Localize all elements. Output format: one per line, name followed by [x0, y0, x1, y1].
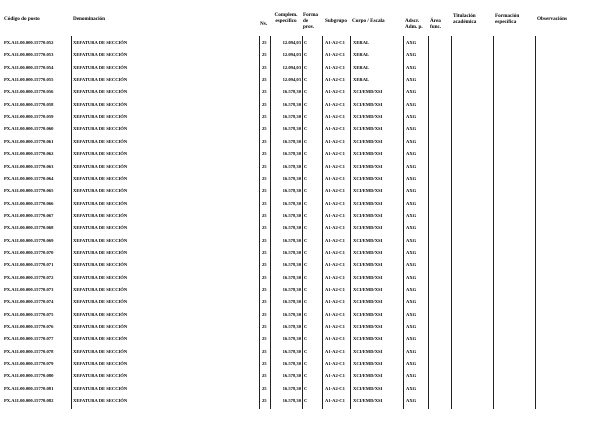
cell-complemento: 16.578,30: [282, 175, 301, 181]
cell-nivel: 25: [262, 212, 267, 218]
cell-codigo: PX.A11.00.000.15770.079: [4, 361, 54, 367]
cell-nivel: 25: [262, 299, 267, 305]
cell-nivel: 25: [262, 175, 267, 181]
cell-nivel: 25: [262, 262, 267, 268]
header-forma-line-3: prov.: [303, 23, 315, 30]
cell-forma: C: [304, 188, 308, 194]
cell-denominacion: XEFATURA DE SECCIÓN: [73, 89, 128, 95]
header-nivel: Nv.: [260, 21, 268, 27]
cell-denominacion: XEFATURA DE SECCIÓN: [73, 249, 128, 255]
cell-nivel: 25: [262, 398, 267, 404]
cell-subgrupo: A1-A2-C1: [325, 225, 345, 231]
cell-denominacion: XEFATURA DE SECCIÓN: [73, 138, 128, 144]
cell-complemento: 16.578,30: [282, 188, 301, 194]
cell-corpo: XERAL: [353, 64, 370, 70]
cell-subgrupo: A1-A2-C1: [325, 89, 345, 95]
cell-corpo: XCI/EMD/XSI: [353, 225, 383, 231]
cell-complemento: 16.578,30: [282, 138, 301, 144]
cell-corpo: XCI/EMD/XSI: [353, 262, 383, 268]
cell-subgrupo: A1-A2-C1: [325, 361, 345, 367]
cell-complemento: 12.094,03: [282, 52, 301, 58]
table-row: [0, 63, 614, 75]
cell-denominacion: XEFATURA DE SECCIÓN: [73, 126, 128, 132]
cell-forma: C: [304, 200, 308, 206]
cell-subgrupo: A1-A2-C1: [325, 287, 345, 292]
cell-forma: C: [304, 114, 308, 120]
cell-corpo: XERAL: [353, 40, 370, 45]
cell-forma: C: [304, 237, 308, 243]
cell-denominacion: XEFATURA DE SECCIÓN: [73, 64, 128, 70]
table-row: [0, 310, 614, 322]
cell-codigo: PX.A11.00.000.15770.066: [4, 200, 54, 206]
cell-adscr: AXG: [406, 299, 417, 305]
cell-subgrupo: A1-A2-C1: [325, 348, 345, 354]
cell-codigo: PX.A11.00.000.15770.061: [4, 138, 54, 144]
table-row: [0, 137, 614, 149]
cell-forma: C: [304, 64, 308, 70]
cell-complemento: 16.578,30: [282, 373, 301, 379]
cell-adscr: AXG: [406, 212, 417, 218]
cell-subgrupo: A1-A2-C1: [325, 373, 345, 379]
cell-complemento: 16.578,30: [282, 212, 301, 218]
cell-adscr: AXG: [406, 287, 417, 292]
cell-adscr: AXG: [406, 163, 417, 169]
cell-subgrupo: A1-A2-C1: [325, 126, 345, 132]
cell-codigo: PX.A11.00.000.15770.077: [4, 336, 54, 342]
cell-nivel: 25: [262, 287, 267, 292]
header-adscr-line-1: Adscr.: [405, 18, 420, 24]
cell-complemento: 16.578,30: [282, 398, 301, 404]
cell-adscr: AXG: [406, 274, 417, 280]
cell-denominacion: XEFATURA DE SECCIÓN: [73, 77, 128, 83]
cell-corpo: XCI/EMD/XSI: [353, 126, 383, 132]
cell-nivel: 25: [262, 138, 267, 144]
header-complemento-line-1: Complem.: [274, 12, 298, 18]
cell-nivel: 25: [262, 324, 267, 330]
cell-adscr: AXG: [406, 373, 417, 379]
cell-codigo: PX.A11.00.000.15770.060: [4, 126, 54, 132]
header-adscr-line-2: Adm. p.: [405, 23, 423, 30]
cell-denominacion: XEFATURA DE SECCIÓN: [73, 385, 128, 391]
cell-subgrupo: A1-A2-C1: [325, 200, 345, 206]
cell-corpo: XCI/EMD/XSI: [353, 336, 383, 342]
table-row: [0, 112, 614, 124]
cell-adscr: AXG: [406, 237, 417, 243]
cell-forma: C: [304, 311, 308, 317]
cell-codigo: PX.A11.00.000.15770.059: [4, 114, 54, 120]
cell-nivel: 25: [262, 225, 267, 231]
cell-subgrupo: A1-A2-C1: [325, 40, 345, 45]
cell-codigo: PX.A11.00.000.15770.052: [4, 40, 54, 45]
cell-corpo: XERAL: [353, 52, 370, 58]
header-codigo: Código do posto: [4, 16, 40, 22]
cell-adscr: AXG: [406, 64, 417, 70]
cell-corpo: XCI/EMD/XSI: [353, 324, 383, 330]
cell-adscr: AXG: [406, 324, 417, 330]
header-formacion: [495, 14, 519, 26]
cell-adscr: AXG: [406, 89, 417, 95]
table-row: [0, 248, 614, 260]
cell-nivel: 25: [262, 64, 267, 70]
cell-denominacion: XEFATURA DE SECCIÓN: [73, 225, 128, 231]
cell-complemento: 16.578,30: [282, 299, 301, 305]
cell-adscr: AXG: [406, 126, 417, 132]
cell-denominacion: XEFATURA DE SECCIÓN: [73, 200, 128, 206]
header-titulacion-line-1: Titulación: [453, 13, 476, 19]
cell-complemento: 16.578,30: [282, 89, 301, 95]
cell-forma: C: [304, 274, 308, 280]
cell-codigo: PX.A11.00.000.15770.070: [4, 249, 54, 255]
cell-denominacion: XEFATURA DE SECCIÓN: [73, 52, 128, 58]
cell-corpo: XCI/EMD/XSI: [353, 188, 383, 194]
table-row: [0, 273, 614, 285]
cell-codigo: PX.A11.00.000.15770.056: [4, 89, 54, 95]
table-row: [0, 347, 614, 359]
table-row: [0, 100, 614, 112]
cell-nivel: 25: [262, 52, 267, 58]
cell-corpo: XCI/EMD/XSI: [353, 398, 383, 404]
cell-codigo: PX.A11.00.000.15770.073: [4, 287, 54, 292]
cell-corpo: XCI/EMD/XSI: [353, 299, 383, 305]
cell-forma: C: [304, 52, 308, 58]
table-row: [0, 260, 614, 272]
cell-codigo: PX.A11.00.000.15770.054: [4, 64, 54, 70]
cell-forma: C: [304, 336, 308, 342]
cell-codigo: PX.A11.00.000.15770.053: [4, 52, 54, 58]
cell-subgrupo: A1-A2-C1: [325, 385, 345, 391]
cell-denominacion: XEFATURA DE SECCIÓN: [73, 237, 128, 243]
table-row: [0, 322, 614, 334]
cell-nivel: 25: [262, 163, 267, 169]
cell-forma: C: [304, 348, 308, 354]
cell-adscr: AXG: [406, 151, 417, 157]
cell-denominacion: XEFATURA DE SECCIÓN: [73, 163, 128, 169]
cell-forma: C: [304, 40, 308, 45]
table-row: [0, 236, 614, 248]
header-complemento: [270, 13, 302, 25]
cell-subgrupo: A1-A2-C1: [325, 237, 345, 243]
table-row: [0, 162, 614, 174]
header-forma: [303, 13, 318, 30]
cell-adscr: AXG: [406, 225, 417, 231]
cell-forma: C: [304, 385, 308, 391]
table-row: [0, 211, 614, 223]
cell-forma: C: [304, 324, 308, 330]
cell-codigo: PX.A11.00.000.15770.069: [4, 237, 54, 243]
table-row: [0, 149, 614, 161]
cell-subgrupo: A1-A2-C1: [325, 188, 345, 194]
cell-complemento: 16.578,30: [282, 287, 301, 292]
cell-adscr: AXG: [406, 101, 417, 107]
cell-codigo: PX.A11.00.000.15770.055: [4, 77, 54, 83]
cell-adscr: AXG: [406, 385, 417, 391]
cell-corpo: XCI/EMD/XSI: [353, 163, 383, 169]
header-area: [430, 19, 441, 31]
cell-nivel: 25: [262, 336, 267, 342]
cell-corpo: XCI/EMD/XSI: [353, 175, 383, 181]
cell-complemento: 16.578,30: [282, 311, 301, 317]
cell-corpo: XCI/EMD/XSI: [353, 138, 383, 144]
cell-codigo: PX.A11.00.000.15770.063: [4, 163, 54, 169]
cell-subgrupo: A1-A2-C1: [325, 324, 345, 330]
table-row: [0, 384, 614, 396]
cell-denominacion: XEFATURA DE SECCIÓN: [73, 212, 128, 218]
cell-forma: C: [304, 287, 308, 292]
cell-denominacion: XEFATURA DE SECCIÓN: [73, 348, 128, 354]
cell-nivel: 25: [262, 200, 267, 206]
cell-complemento: 16.578,30: [282, 200, 301, 206]
header-area-line-1: Área: [430, 18, 441, 24]
header-adscr: [405, 19, 423, 31]
cell-forma: C: [304, 299, 308, 305]
header-complemento-line-2: específico: [275, 17, 297, 24]
cell-complemento: 16.578,30: [282, 163, 301, 169]
cell-complemento: 16.578,30: [282, 237, 301, 243]
cell-denominacion: XEFATURA DE SECCIÓN: [73, 188, 128, 194]
cell-subgrupo: A1-A2-C1: [325, 52, 345, 58]
cell-subgrupo: A1-A2-C1: [325, 101, 345, 107]
cell-corpo: XERAL: [353, 77, 370, 83]
cell-forma: C: [304, 151, 308, 157]
cell-forma: C: [304, 163, 308, 169]
cell-complemento: 16.578,30: [282, 151, 301, 157]
cell-denominacion: XEFATURA DE SECCIÓN: [73, 336, 128, 342]
cell-codigo: PX.A11.00.000.15770.074: [4, 299, 54, 305]
cell-subgrupo: A1-A2-C1: [325, 398, 345, 404]
cell-adscr: AXG: [406, 311, 417, 317]
cell-forma: C: [304, 249, 308, 255]
cell-subgrupo: A1-A2-C1: [325, 138, 345, 144]
cell-nivel: 25: [262, 188, 267, 194]
cell-nivel: 25: [262, 237, 267, 243]
cell-denominacion: XEFATURA DE SECCIÓN: [73, 311, 128, 317]
cell-corpo: XCI/EMD/XSI: [353, 101, 383, 107]
cell-denominacion: XEFATURA DE SECCIÓN: [73, 151, 128, 157]
cell-denominacion: XEFATURA DE SECCIÓN: [73, 101, 128, 107]
cell-complemento: 16.578,30: [282, 101, 301, 107]
cell-complemento: 12.094,03: [282, 77, 301, 83]
cell-nivel: 25: [262, 89, 267, 95]
table-row: [0, 396, 614, 408]
cell-corpo: XCI/EMD/XSI: [353, 89, 383, 95]
cell-complemento: 16.578,30: [282, 348, 301, 354]
cell-codigo: PX.A11.00.000.15770.072: [4, 274, 54, 280]
cell-corpo: XCI/EMD/XSI: [353, 249, 383, 255]
cell-forma: C: [304, 262, 308, 268]
cell-codigo: PX.A11.00.000.15770.075: [4, 311, 54, 317]
cell-denominacion: XEFATURA DE SECCIÓN: [73, 114, 128, 120]
cell-denominacion: XEFATURA DE SECCIÓN: [73, 398, 128, 404]
cell-adscr: AXG: [406, 348, 417, 354]
table-row: [0, 223, 614, 235]
header-forma-line-2: de: [303, 17, 309, 24]
cell-corpo: XCI/EMD/XSI: [353, 361, 383, 367]
cell-corpo: XCI/EMD/XSI: [353, 311, 383, 317]
table-row: [0, 285, 614, 297]
cell-denominacion: XEFATURA DE SECCIÓN: [73, 287, 128, 292]
table-row: [0, 38, 614, 50]
header-titulacion-line-2: académica: [453, 18, 477, 25]
cell-codigo: PX.A11.00.000.15770.058: [4, 101, 54, 107]
cell-adscr: AXG: [406, 361, 417, 367]
cell-adscr: AXG: [406, 249, 417, 255]
cell-subgrupo: A1-A2-C1: [325, 114, 345, 120]
cell-denominacion: XEFATURA DE SECCIÓN: [73, 361, 128, 367]
cell-subgrupo: A1-A2-C1: [325, 151, 345, 157]
header-observacions: Observacións: [537, 16, 567, 22]
table-row: [0, 124, 614, 136]
cell-complemento: 16.578,30: [282, 249, 301, 255]
cell-subgrupo: A1-A2-C1: [325, 262, 345, 268]
cell-forma: C: [304, 175, 308, 181]
cell-complemento: 16.578,30: [282, 114, 301, 120]
cell-subgrupo: A1-A2-C1: [325, 175, 345, 181]
cell-forma: C: [304, 373, 308, 379]
cell-corpo: XCI/EMD/XSI: [353, 348, 383, 354]
cell-codigo: PX.A11.00.000.15770.080: [4, 373, 54, 379]
cell-complemento: 16.578,30: [282, 324, 301, 330]
cell-codigo: PX.A11.00.000.15770.078: [4, 348, 54, 354]
cell-denominacion: XEFATURA DE SECCIÓN: [73, 324, 128, 330]
cell-adscr: AXG: [406, 175, 417, 181]
cell-codigo: PX.A11.00.000.15770.071: [4, 262, 54, 268]
cell-denominacion: XEFATURA DE SECCIÓN: [73, 373, 128, 379]
cell-adscr: AXG: [406, 52, 417, 58]
cell-complemento: 16.578,30: [282, 336, 301, 342]
table-row: [0, 87, 614, 99]
cell-subgrupo: A1-A2-C1: [325, 249, 345, 255]
header-corpo: Corpo / Escala: [352, 18, 385, 24]
cell-subgrupo: A1-A2-C1: [325, 77, 345, 83]
cell-denominacion: XEFATURA DE SECCIÓN: [73, 262, 128, 268]
cell-corpo: XCI/EMD/XSI: [353, 212, 383, 218]
table-row: [0, 75, 614, 87]
cell-complemento: 12.094,03: [282, 64, 301, 70]
cell-adscr: AXG: [406, 40, 417, 45]
cell-denominacion: XEFATURA DE SECCIÓN: [73, 274, 128, 280]
table-row: [0, 297, 614, 309]
cell-forma: C: [304, 398, 308, 404]
cell-denominacion: XEFATURA DE SECCIÓN: [73, 175, 128, 181]
cell-corpo: XCI/EMD/XSI: [353, 287, 383, 292]
cell-nivel: 25: [262, 114, 267, 120]
cell-subgrupo: A1-A2-C1: [325, 212, 345, 218]
cell-nivel: 25: [262, 77, 267, 83]
cell-nivel: 25: [262, 385, 267, 391]
cell-forma: C: [304, 89, 308, 95]
cell-codigo: PX.A11.00.000.15770.067: [4, 212, 54, 218]
cell-subgrupo: A1-A2-C1: [325, 299, 345, 305]
cell-complemento: 16.578,30: [282, 274, 301, 280]
header-forma-line-1: Forma: [303, 12, 318, 18]
cell-subgrupo: A1-A2-C1: [325, 64, 345, 70]
cell-forma: C: [304, 225, 308, 231]
cell-codigo: PX.A11.00.000.15770.065: [4, 188, 54, 194]
table-row: [0, 359, 614, 371]
cell-corpo: XCI/EMD/XSI: [353, 151, 383, 157]
header-formacion-line-2: específica: [495, 18, 517, 25]
cell-codigo: PX.A11.00.000.15770.062: [4, 151, 54, 157]
cell-forma: C: [304, 126, 308, 132]
cell-adscr: AXG: [406, 336, 417, 342]
cell-forma: C: [304, 212, 308, 218]
cell-nivel: 25: [262, 126, 267, 132]
header-formacion-line-1: Formación: [495, 13, 520, 19]
header-denominacion: Denominación: [73, 16, 105, 22]
cell-subgrupo: A1-A2-C1: [325, 311, 345, 317]
header-area-line-2: func.: [430, 23, 442, 30]
cell-corpo: XCI/EMD/XSI: [353, 237, 383, 243]
cell-corpo: XCI/EMD/XSI: [353, 385, 383, 391]
cell-codigo: PX.A11.00.000.15770.064: [4, 175, 54, 181]
cell-adscr: AXG: [406, 188, 417, 194]
cell-codigo: PX.A11.00.000.15770.081: [4, 385, 54, 391]
cell-codigo: PX.A11.00.000.15770.068: [4, 225, 54, 231]
header-titulacion: [453, 14, 476, 26]
cell-nivel: 25: [262, 373, 267, 379]
header-subgrupo: Subgrupo: [325, 18, 347, 24]
cell-forma: C: [304, 101, 308, 107]
cell-forma: C: [304, 361, 308, 367]
cell-complemento: 16.578,30: [282, 385, 301, 391]
cell-codigo: PX.A11.00.000.15770.076: [4, 324, 54, 330]
cell-nivel: 25: [262, 274, 267, 280]
cell-denominacion: XEFATURA DE SECCIÓN: [73, 40, 128, 45]
cell-nivel: 25: [262, 151, 267, 157]
cell-subgrupo: A1-A2-C1: [325, 336, 345, 342]
cell-adscr: AXG: [406, 398, 417, 404]
table-row: [0, 334, 614, 346]
cell-nivel: 25: [262, 101, 267, 107]
cell-nivel: 25: [262, 311, 267, 317]
cell-corpo: XCI/EMD/XSI: [353, 114, 383, 120]
cell-denominacion: XEFATURA DE SECCIÓN: [73, 299, 128, 305]
cell-adscr: AXG: [406, 200, 417, 206]
cell-codigo: PX.A11.00.000.15770.082: [4, 398, 54, 404]
cell-corpo: XCI/EMD/XSI: [353, 274, 383, 280]
cell-corpo: XCI/EMD/XSI: [353, 200, 383, 206]
cell-adscr: AXG: [406, 77, 417, 83]
cell-forma: C: [304, 138, 308, 144]
table-row: [0, 371, 614, 383]
table-row: [0, 174, 614, 186]
cell-nivel: 25: [262, 348, 267, 354]
cell-nivel: 25: [262, 361, 267, 367]
table-row: [0, 199, 614, 211]
cell-adscr: AXG: [406, 262, 417, 268]
cell-adscr: AXG: [406, 114, 417, 120]
cell-complemento: 16.578,30: [282, 361, 301, 367]
cell-complemento: 16.578,30: [282, 262, 301, 268]
cell-nivel: 25: [262, 249, 267, 255]
table-row: [0, 50, 614, 62]
table-row: [0, 186, 614, 198]
cell-complemento: 16.578,30: [282, 225, 301, 231]
cell-subgrupo: A1-A2-C1: [325, 163, 345, 169]
cell-nivel: 25: [262, 40, 267, 45]
cell-complemento: 16.578,30: [282, 126, 301, 132]
cell-complemento: 12.094,03: [282, 40, 301, 45]
cell-subgrupo: A1-A2-C1: [325, 274, 345, 280]
cell-adscr: AXG: [406, 138, 417, 144]
cell-corpo: XCI/EMD/XSI: [353, 373, 383, 379]
cell-forma: C: [304, 77, 308, 83]
